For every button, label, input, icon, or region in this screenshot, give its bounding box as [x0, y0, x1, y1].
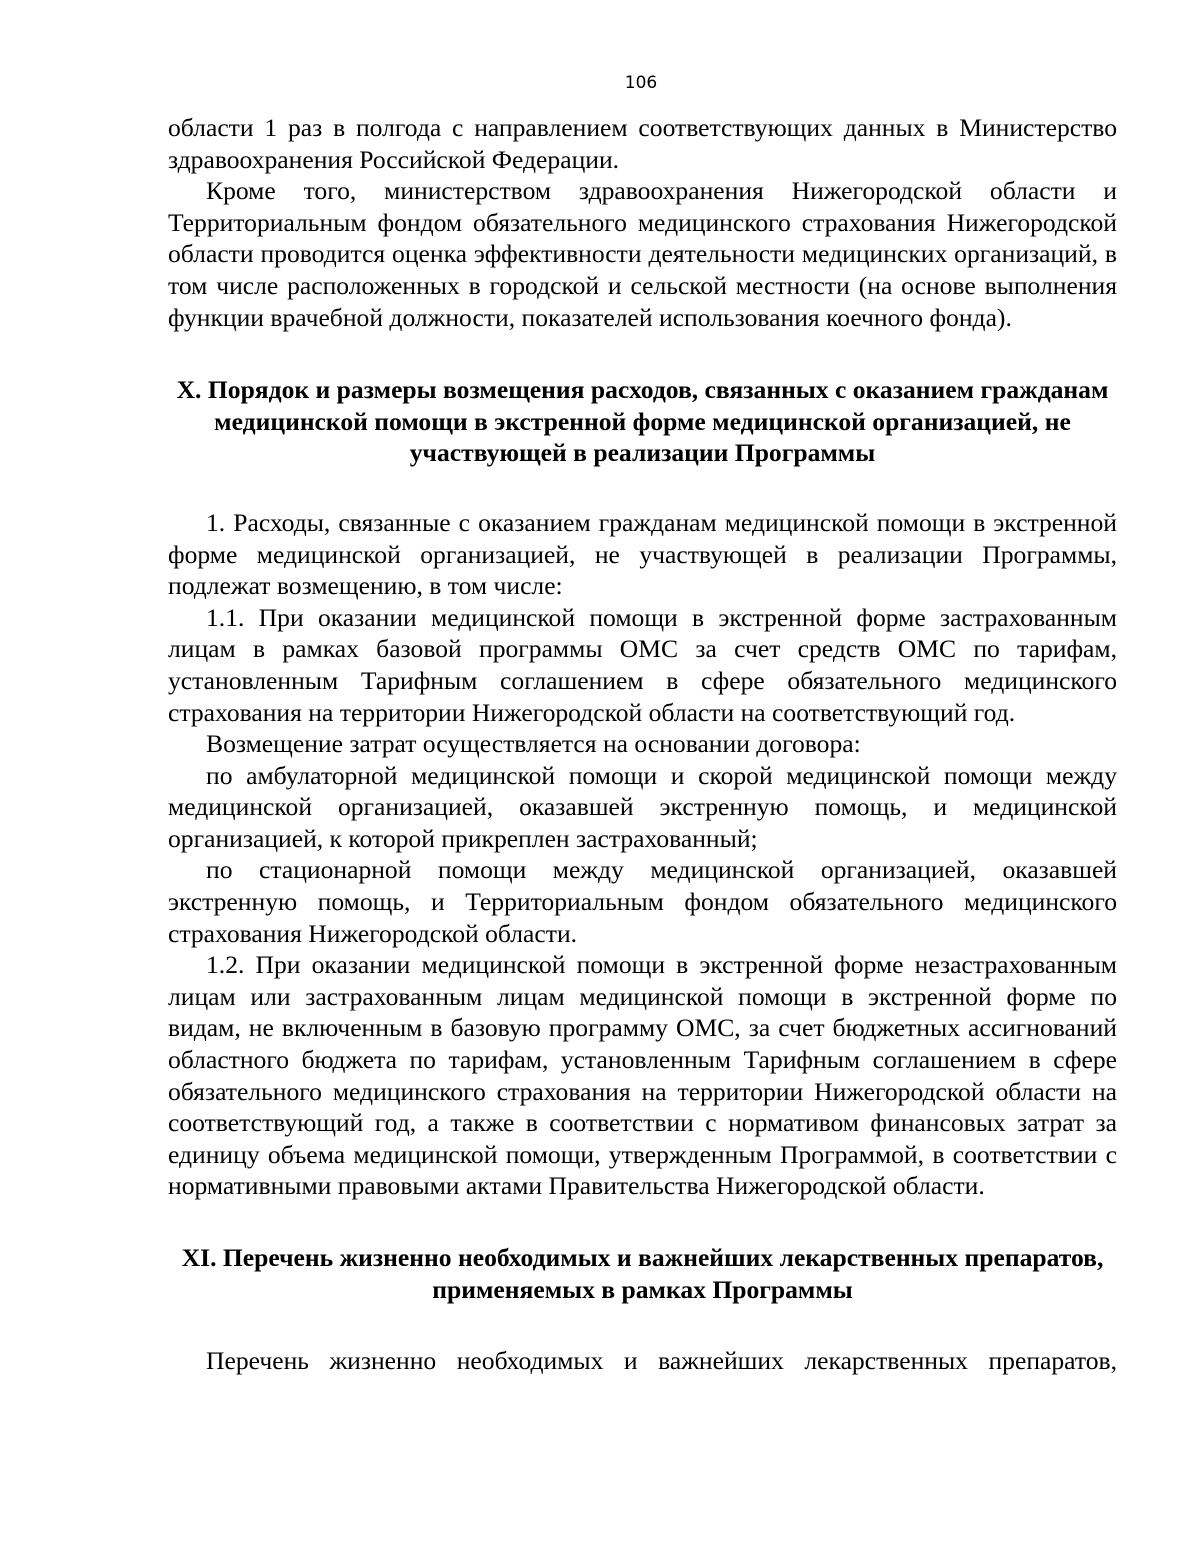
section-x-heading: X. Порядок и размеры возмещения расходов, связанных с оказанием гражданам медицинской помощи в экстренной форме медицинской организацией, не участвующей в реализации Программы [176, 375, 1109, 468]
section-x-paragraph: по амбулаторной медицинской помощи и скорой медицинской помощи между медицинской организацией, оказавшей экстренную помощь, и медицинской организацией, к которой прикреплен застрахованный; [168, 760, 1117, 853]
section-x-paragraph: по стационарной помощи между медицинской организацией, оказавшей экстренную помощь, и Территориальным фондом обязательного медицинского страхования Нижегородской области. [168, 855, 1117, 948]
section-x-paragraph: Возмещение затрат осуществляется на основании договора: [206, 729, 861, 759]
document-body [168, 112, 1117, 1377]
page-number: 106 [624, 73, 658, 93]
paragraph-evaluation: Кроме того, министерством здравоохранения Нижегородской области и Территориальным фондом обязательного медицинского страхования Нижегородской области проводится оценка эффективности деятельности медицинских организаций, в том числе расположенных в городской и сельской местности (на основе выполнения функции врачебной должности, показателей использования коечного фонда). [168, 176, 1117, 332]
section-x-paragraph: 1.2. При оказании медицинской помощи в экстренной форме незастрахованным лицам или застрахованным лицам медицинской помощи в экстренной форме по видам, не включенным в базовую программу ОМС, за счет бюджетных ассигнований областного бюджета по тарифам, установленным Тарифным соглашением в сфере обязательного медицинского страхования на территории Нижегородской области на соответствующий год, а также в соответствии с нормативом финансовых затрат за единицу объема медицинской помощи, утвержденным Программой, в соответствии с нормативными правовыми актами Правительства Нижегородской области. [168, 950, 1117, 1201]
section-x-paragraph: 1. Расходы, связанные с оказанием гражданам медицинской помощи в экстренной форме медицинской организацией, не участвующей в реализации Программы, подлежат возмещению, в том числе: [168, 507, 1117, 601]
section-x-paragraph: 1.1. При оказании медицинской помощи в экстренной форме застрахованным лицам в рамках базовой программы ОМС за счет средств ОМС по тарифам, установленным Тарифным соглашением в сфере обязательного медицинского страхования на территории Нижегородской области на соответствующий год. [168, 602, 1117, 727]
paragraph-continuation: области 1 раз в полгода с направлением соответствующих данных в Министерство здравоохранения Российской Федерации. [168, 113, 1117, 174]
section-xi-paragraph: Перечень жизненно необходимых и важнейших лекарственных препаратов, [206, 1346, 1117, 1376]
section-xi-heading: XI. Перечень жизненно необходимых и важнейших лекарственных препаратов, применяемых в рамках Программы [181, 1243, 1104, 1304]
